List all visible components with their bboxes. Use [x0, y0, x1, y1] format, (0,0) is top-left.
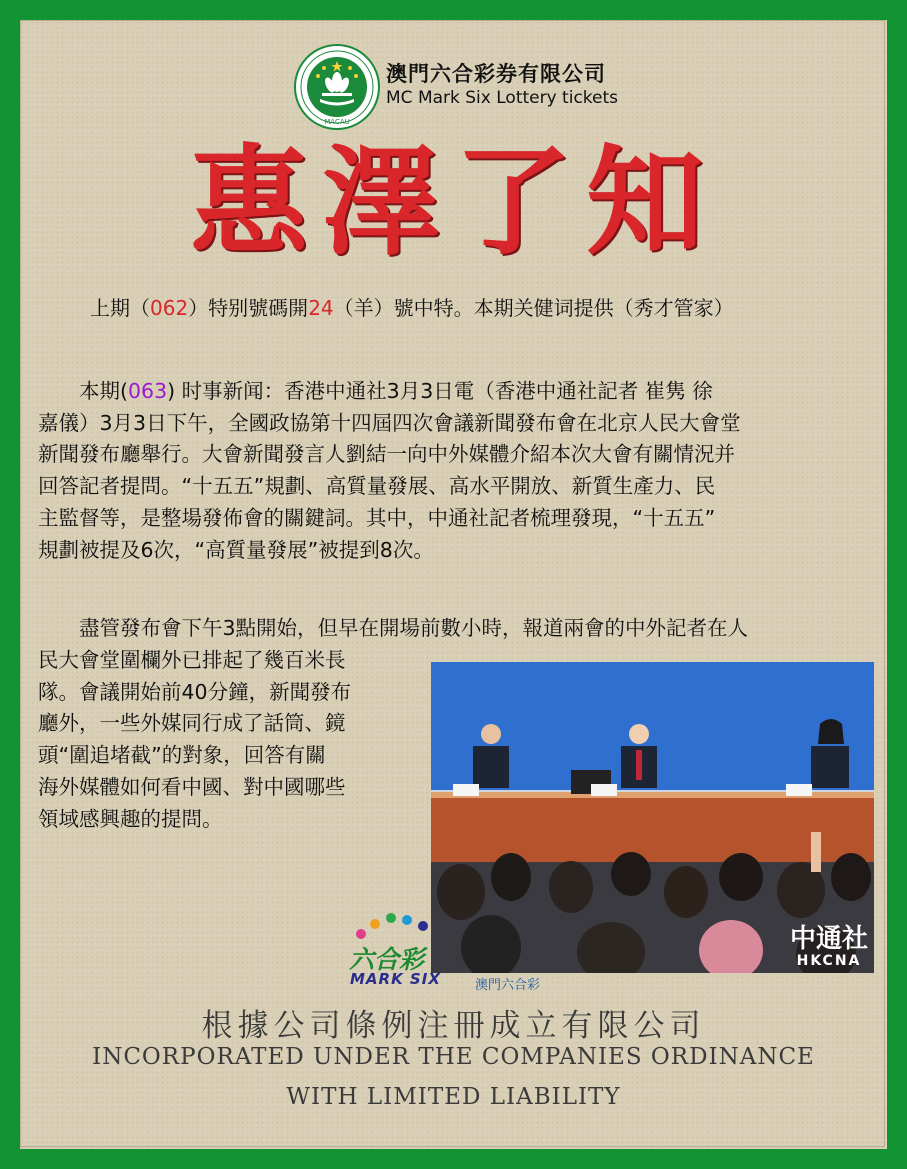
- news-line: 主監督等，是整場發佈會的關鍵詞。其中，中通社記者梳理發現，“十五五”: [38, 505, 716, 530]
- special-number: 24: [308, 296, 334, 320]
- page-title: 惠澤了知: [190, 133, 719, 271]
- news-line: 嘉儀）3月3日下午，全國政協第十四屆四次會議新聞發布會在北京人民大會堂: [38, 410, 741, 435]
- news-period: 063: [128, 379, 168, 403]
- marksix-macau: 澳門六合彩: [475, 978, 541, 993]
- company-name-chinese: 澳門六合彩券有限公司: [386, 62, 606, 86]
- news-paragraph-2: [38, 645, 403, 835]
- last-draw-result: [90, 292, 734, 321]
- color-dots-icon: [347, 910, 447, 940]
- watermark-en: HKCNA: [796, 953, 862, 969]
- marksix-cn: 六合彩: [349, 945, 425, 974]
- footer-english-line-1: INCORPORATED UNDER THE COMPANIES ORDINANCE: [92, 1044, 815, 1070]
- last-draw-period: 062: [150, 296, 189, 320]
- news-paragraph-1: [38, 376, 863, 566]
- watermark-cn: 中通社: [789, 924, 868, 954]
- macau-emblem-icon: [294, 44, 380, 130]
- last-draw-mid: ）特别號碼開: [188, 296, 309, 320]
- marksix-en: MARK SIX: [350, 970, 441, 988]
- last-draw-prefix: 上期（: [90, 296, 150, 320]
- news-intro-prefix: 本期(: [79, 379, 128, 403]
- last-draw-suffix: （羊）號中特。本期关健词提供（秀才管家）: [333, 296, 734, 320]
- svg-text:MACAU: MACAU: [324, 118, 350, 126]
- footer-chinese: 根據公司條例注冊成立有限公司: [201, 1008, 706, 1044]
- news-line: 海外媒體如何看中國、對中國哪些: [38, 774, 346, 799]
- hkcna-watermark: [790, 925, 868, 969]
- news-intro-line: [38, 376, 863, 408]
- news-line: 規劃被提及6次，“高質量發展”被提到8次。: [38, 537, 434, 562]
- mark-six-logo: [347, 910, 577, 992]
- news-intro-rest: ) 时事新闻：香港中通社3月3日電（香港中通社記者 崔隽 徐: [167, 379, 713, 403]
- news-line: 民大會堂圍欄外已排起了幾百米長: [38, 648, 346, 672]
- news-line: 新聞發布廳舉行。大會新聞發言人劉結一向中外媒體介紹本次大會有關情況并: [38, 442, 735, 467]
- news-paragraph-2-first-line: 盡管發布會下午3點開始，但早在開場前數小時，報道兩會的中外記者在人: [38, 616, 749, 640]
- news-line: 頭“圍追堵截”的對象，回答有關: [38, 743, 326, 768]
- footer-english-line-2: WITH LIMITED LIABILITY: [286, 1084, 621, 1110]
- company-name-english: MC Mark Six Lottery tickets: [386, 88, 619, 108]
- news-line: 隊。會議開始前40分鐘，新聞發布: [38, 679, 352, 704]
- news-line: 廳外，一些外媒同行成了話筒、鏡: [38, 711, 346, 736]
- news-line: 回答記者提問。“十五五”規劃、高質量發展、高水平開放、新質生產力、民: [38, 474, 716, 499]
- news-line: 領域感興趣的提問。: [38, 806, 223, 831]
- company-header: [294, 40, 654, 126]
